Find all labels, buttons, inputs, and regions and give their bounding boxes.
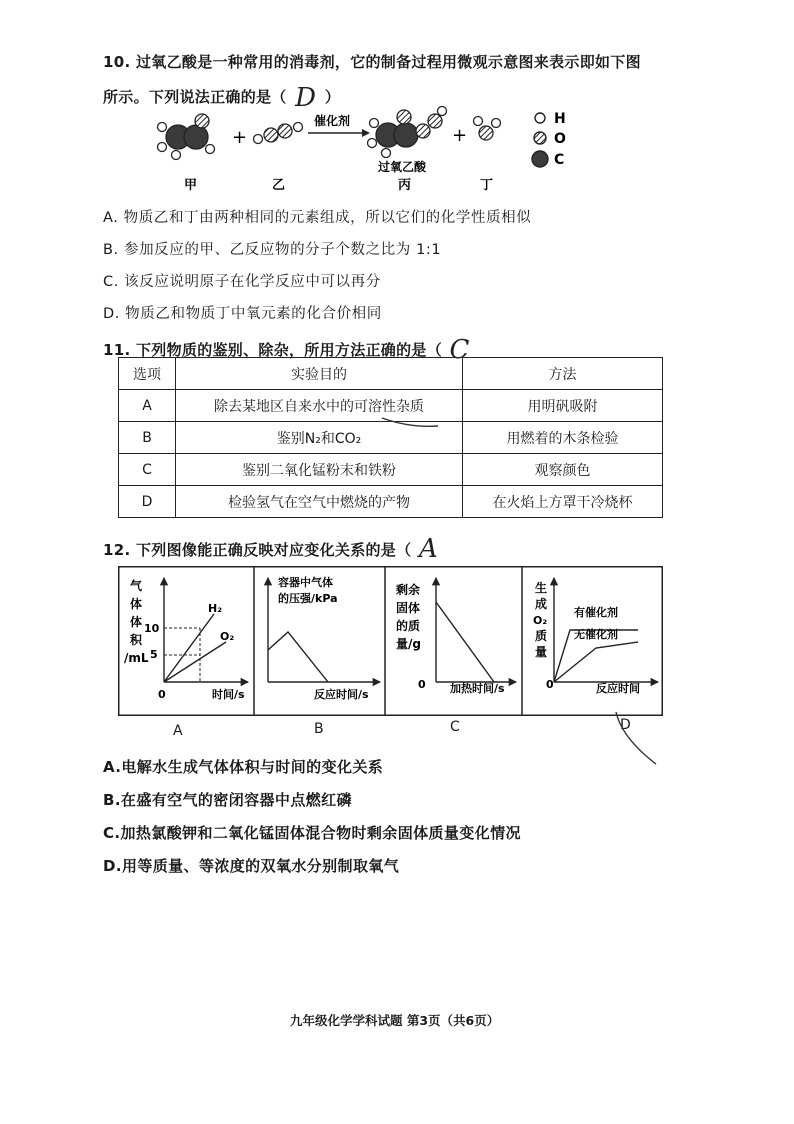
graph-a-ylabel: 体 bbox=[130, 597, 143, 611]
q12-option-b: B.在盛有空气的密闭容器中点燃红磷 bbox=[103, 791, 352, 809]
table-row bbox=[119, 486, 663, 518]
graph-a-h2-label: H₂ bbox=[208, 602, 223, 615]
legend-o-symbol: O bbox=[554, 131, 566, 147]
legend-c-symbol: C bbox=[554, 152, 565, 168]
table-cell: 检验氢气在空气中燃烧的产物 bbox=[176, 486, 463, 518]
table-header-option: 选项 bbox=[119, 358, 176, 390]
graph-a-tick: 5 bbox=[150, 648, 158, 661]
graph-a-ylabel: 气 bbox=[130, 579, 143, 593]
q10-stem-text: 所示。下列说法正确的是（ bbox=[103, 88, 287, 106]
graph-a bbox=[124, 578, 248, 701]
graph-a-tick: 10 bbox=[144, 622, 160, 635]
table-cell: 在火焰上方罩干冷烧杯 bbox=[463, 486, 663, 518]
q10-stem-line1: 10. 过氧乙酸是一种常用的消毒剂，它的制备过程用微观示意图来表示即如下图 bbox=[103, 53, 641, 71]
handwritten-mark bbox=[380, 412, 440, 432]
catalyst-label: 催化剂 bbox=[314, 114, 351, 128]
graph-label-a: A bbox=[173, 723, 183, 739]
molecule-yi bbox=[254, 123, 303, 144]
plus-sign-2: + bbox=[452, 125, 468, 146]
graph-d-xlabel: 反应时间 bbox=[596, 682, 640, 695]
q10-handwritten-answer: D bbox=[295, 83, 317, 113]
plus-sign-1: + bbox=[232, 127, 248, 148]
graph-a-h2-line bbox=[164, 614, 214, 682]
graph-a-ylabel: 体 bbox=[130, 615, 143, 629]
table-header-method: 方法 bbox=[463, 358, 663, 390]
table-cell: D bbox=[119, 486, 176, 518]
graph-d-ylabel: 生 bbox=[535, 581, 548, 595]
table-cell: 用明矾吸附 bbox=[463, 390, 663, 422]
graph-d-ylabel: 量 bbox=[535, 645, 548, 659]
q12-option-d: D.用等质量、等浓度的双氧水分别制取氧气 bbox=[103, 857, 400, 875]
graph-label-b: B bbox=[314, 721, 324, 737]
graph-d-without-catalyst-line bbox=[554, 642, 638, 682]
table-cell: 观察颜色 bbox=[463, 454, 663, 486]
graph-c-mass-line bbox=[436, 602, 494, 682]
graph-d bbox=[533, 578, 658, 695]
graph-label-c: C bbox=[450, 719, 460, 735]
graph-b-pressure-line bbox=[268, 632, 328, 682]
graph-d-ylabel: 成 bbox=[535, 597, 548, 611]
graph-c bbox=[396, 578, 516, 695]
page-footer: 九年级化学学科试题 第3页（共6页） bbox=[290, 1013, 500, 1028]
legend-h-atom bbox=[535, 113, 545, 123]
table-cell: A bbox=[119, 390, 176, 422]
q11-stem: 11. 下列物质的鉴别、除杂，所用方法正确的是（ bbox=[103, 341, 442, 359]
q12-stem: 12. 下列图像能正确反映对应变化关系的是（ bbox=[103, 541, 412, 559]
atom-legend bbox=[530, 108, 590, 172]
table-cell: 鉴别二氧化锰粉末和铁粉 bbox=[176, 454, 463, 486]
table-cell: 用燃着的木条检验 bbox=[463, 422, 663, 454]
q12-handwritten-answer: A bbox=[418, 534, 439, 564]
label-yi: 乙 bbox=[272, 178, 286, 193]
legend-c-atom bbox=[532, 151, 548, 167]
graph-c-origin: 0 bbox=[418, 678, 426, 691]
graph-d-without-catalyst-label: 无催化剂 bbox=[574, 628, 618, 641]
graph-b bbox=[268, 575, 380, 701]
graph-c-ylabel: 的质 bbox=[396, 619, 421, 633]
table-cell: B bbox=[119, 422, 176, 454]
legend-o-atom bbox=[534, 132, 546, 144]
q10-option-c: C. 该反应说明原子在化学反应中可以再分 bbox=[103, 274, 381, 290]
graph-d-ylabel: O₂ bbox=[533, 614, 548, 627]
q10-option-b: B. 参加反应的甲、乙反应物的分子个数之比为 1:1 bbox=[103, 242, 442, 258]
graph-d-ylabel: 质 bbox=[535, 629, 548, 643]
graph-b-ylabel-line2: 的压强/kPa bbox=[278, 592, 338, 605]
graph-c-xlabel: 加热时间/s bbox=[450, 682, 505, 695]
reaction-arrow-head bbox=[362, 129, 370, 137]
q12-graphs bbox=[118, 566, 663, 716]
graph-d-with-catalyst-label: 有催化剂 bbox=[574, 606, 618, 619]
graph-label-d: D bbox=[620, 717, 631, 733]
graph-b-ylabel-line1: 容器中气体 bbox=[278, 576, 333, 589]
graph-a-ylabel: 积 bbox=[130, 633, 143, 647]
table-row bbox=[119, 454, 663, 486]
q11-handwritten-answer: C bbox=[449, 335, 470, 365]
q10-paren-close: ） bbox=[324, 88, 341, 106]
q12-option-a: A.电解水生成气体体积与时间的变化关系 bbox=[103, 758, 384, 776]
graph-a-origin: 0 bbox=[158, 688, 166, 701]
label-jia: 甲 bbox=[184, 178, 198, 193]
graph-a-xlabel: 时间/s bbox=[212, 688, 245, 701]
graph-a-ylabel: /mL bbox=[124, 651, 149, 665]
q10-option-a: A. 物质乙和丁由两种相同的元素组成，所以它们的化学性质相似 bbox=[103, 210, 532, 226]
graph-a-o2-line bbox=[164, 642, 226, 682]
label-ding: 丁 bbox=[480, 178, 494, 193]
product-name-label: 过氧乙酸 bbox=[378, 160, 427, 174]
molecule-ding bbox=[474, 117, 501, 141]
table-cell: 鉴别N₂和CO₂ bbox=[176, 422, 463, 454]
table-header-row bbox=[119, 358, 663, 390]
graph-c-ylabel: 剩余 bbox=[396, 583, 421, 597]
table-cell: C bbox=[119, 454, 176, 486]
molecule-bing bbox=[368, 107, 447, 158]
graph-d-origin: 0 bbox=[546, 678, 554, 691]
table-header-purpose: 实验目的 bbox=[176, 358, 463, 390]
molecule-jia bbox=[158, 114, 215, 160]
q12-option-c: C.加热氯酸钾和二氧化锰固体混合物时剩余固体质量变化情况 bbox=[103, 824, 521, 842]
graph-c-ylabel: 固体 bbox=[396, 601, 421, 615]
q11-table bbox=[118, 357, 663, 518]
q12-stem-line bbox=[103, 532, 438, 562]
reaction-diagram bbox=[150, 105, 590, 195]
graph-c-ylabel: 量/g bbox=[396, 637, 421, 651]
table-cell: 除去某地区自来水中的可溶性杂质 bbox=[176, 390, 463, 422]
q10-option-d: D. 物质乙和物质丁中氧元素的化合价相同 bbox=[103, 306, 382, 322]
handwritten-mark bbox=[612, 708, 660, 768]
graph-b-xlabel: 反应时间/s bbox=[314, 688, 369, 701]
graph-a-o2-label: O₂ bbox=[220, 630, 235, 643]
label-bing: 丙 bbox=[398, 178, 412, 193]
legend-h-symbol: H bbox=[554, 111, 566, 127]
